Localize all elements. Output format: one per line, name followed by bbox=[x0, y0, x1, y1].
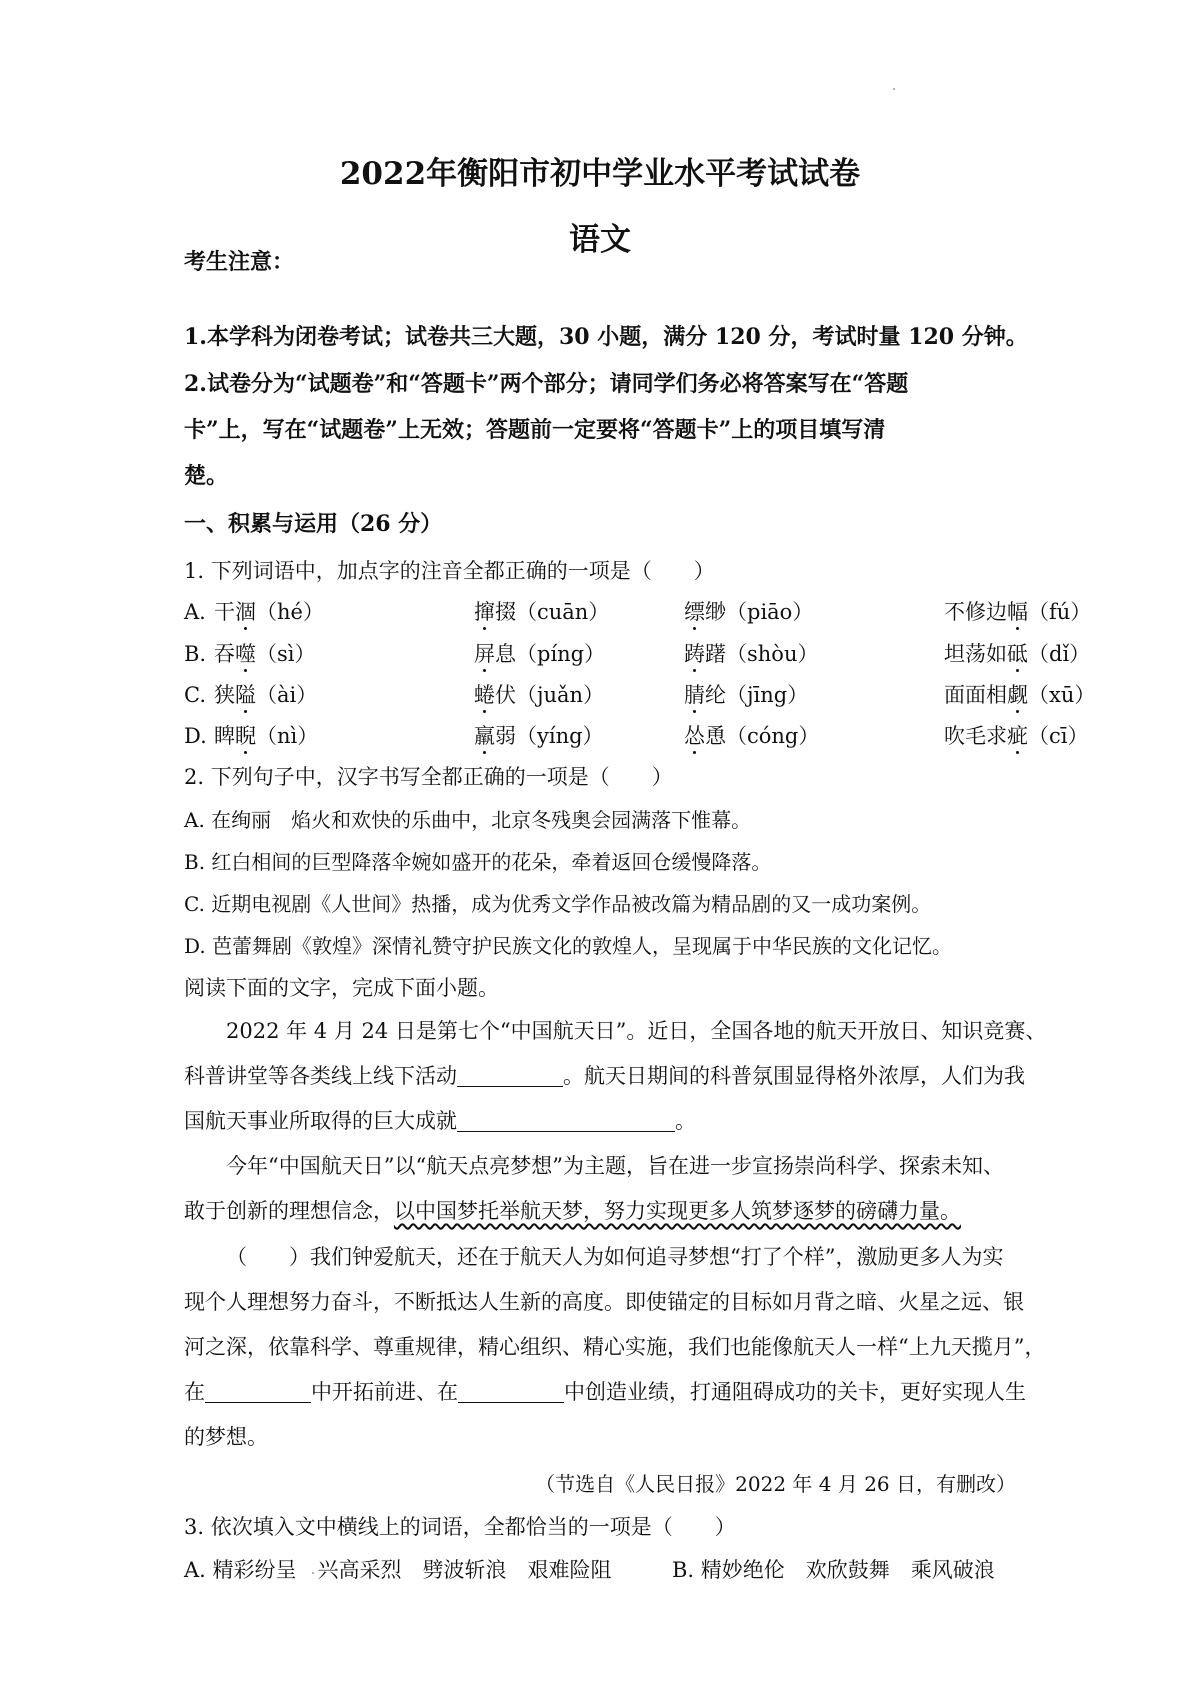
question-2-option-d: D. 芭蕾舞剧《敦煌》深情礼赞守护民族文化的敦煌人，呈现属于中华民族的文化记忆。 bbox=[184, 934, 953, 958]
dotted-character: 觑 bbox=[1007, 683, 1028, 707]
option-letter: D. bbox=[184, 724, 207, 748]
question-1-stem: 1. 下列词语中，加点字的注音全都正确的一项是（ ） bbox=[184, 559, 715, 583]
dotted-character: 缥 bbox=[684, 600, 705, 624]
answer-blank bbox=[457, 1064, 563, 1087]
word-text: 面面相 bbox=[944, 683, 1007, 707]
word-text: 睥 bbox=[214, 724, 235, 748]
passage-p1-line-3 bbox=[184, 1106, 696, 1136]
word-pinyin: 躇（shòu） bbox=[705, 642, 819, 666]
option-word bbox=[474, 680, 604, 710]
passage-p3-line-4 bbox=[184, 1377, 1026, 1407]
notice-item-2-line-3: 楚。 bbox=[184, 463, 229, 489]
notice-item-1: 1.本学科为闭卷考试；试卷共三大题，30 小题，满分 120 分，考试时量 120 分钟。 bbox=[184, 324, 1028, 350]
question-2-option-a: A. 在绚丽 焰火和欢快的乐曲中，北京冬残奥会园满落下惟幕。 bbox=[184, 808, 752, 832]
word-text: 坦荡如 bbox=[944, 642, 1007, 666]
passage-text: 科普讲堂等各类线上线下活动 bbox=[184, 1064, 457, 1088]
option-letter: A. bbox=[184, 600, 206, 624]
question-2-option-b: B. 红白相间的巨型降落伞婉如盛开的花朵，牵着返回仓缓慢降落。 bbox=[184, 850, 772, 874]
option-word bbox=[214, 639, 316, 669]
option-word bbox=[474, 639, 605, 669]
option-word bbox=[214, 721, 318, 751]
passage-source: （节选自《人民日报》2022 年 4 月 26 日，有删改） bbox=[535, 1472, 1016, 1496]
option-word bbox=[944, 721, 1088, 751]
passage-p1-line-2 bbox=[184, 1061, 1025, 1091]
option-word bbox=[944, 639, 1090, 669]
word-text: 吹毛求 bbox=[944, 724, 1007, 748]
word-pinyin: 伏（juǎn） bbox=[495, 683, 605, 707]
word-text: 干 bbox=[214, 600, 235, 624]
dotted-character: 噬 bbox=[235, 642, 256, 666]
answer-blank bbox=[458, 1380, 564, 1403]
passage-p3-line-2: 现个人理想努力奋斗，不断抵达人生新的高度。即使锚定的目标如月背之暗、火星之远、银 bbox=[184, 1290, 1024, 1314]
option-word bbox=[684, 680, 808, 710]
dotted-character: 疵 bbox=[1007, 724, 1028, 748]
word-pinyin: （fú） bbox=[1028, 600, 1092, 624]
option-word bbox=[944, 597, 1091, 627]
wavy-underlined-sentence: 以中国梦托举航天梦，努力实现更多人筑梦逐梦的磅礴力量。 bbox=[394, 1199, 961, 1223]
dotted-character: 砥 bbox=[1007, 642, 1028, 666]
dotted-character: 怂 bbox=[684, 724, 705, 748]
dotted-character: 屏 bbox=[474, 642, 495, 666]
option-letter: C. bbox=[184, 683, 206, 707]
question-2-option-c: C. 近期电视剧《人世间》热播，成为优秀文学作品被改篇为精品剧的又一成功案例。 bbox=[184, 892, 932, 916]
option-word bbox=[474, 597, 609, 627]
answer-blank bbox=[457, 1109, 675, 1132]
word-pinyin: 掇（cuān） bbox=[495, 600, 610, 624]
question-3-stem: 3. 依次填入文中横线上的词语，全都恰当的一项是（ ） bbox=[184, 1515, 736, 1539]
option-word bbox=[214, 597, 324, 627]
dotted-character: 隘 bbox=[235, 683, 256, 707]
section-heading: 一、积累与运用（26 分） bbox=[184, 511, 443, 537]
word-text: 狭 bbox=[214, 683, 235, 707]
exam-title: 2022年衡阳市初中学业水平考试试卷 bbox=[339, 156, 861, 192]
word-pinyin: 缈（piāo） bbox=[705, 600, 814, 624]
passage-text: 中创造业绩，打通阻碍成功的关卡，更好实现人生 bbox=[564, 1380, 1026, 1404]
passage-text: 在 bbox=[184, 1380, 205, 1404]
word-pinyin: 纶（jīng） bbox=[705, 683, 809, 707]
word-pinyin: 息（píng） bbox=[495, 642, 606, 666]
word-text: 不修边 bbox=[944, 600, 1007, 624]
question-2-stem: 2. 下列句子中，汉字书写全都正确的一项是（ ） bbox=[184, 765, 673, 789]
word-text: 吞 bbox=[214, 642, 235, 666]
notice-item-2-line-2: 卡”上，写在“试题卷”上无效；答题前一定要将“答题卡”上的项目填写清 bbox=[184, 417, 886, 443]
passage-text: 。 bbox=[675, 1109, 696, 1133]
option-word bbox=[684, 639, 818, 669]
dotted-character: 撺 bbox=[474, 600, 495, 624]
passage-text: 中开拓前进、在 bbox=[311, 1380, 458, 1404]
scan-speck bbox=[893, 88, 895, 90]
reading-intro: 阅读下面的文字，完成下面小题。 bbox=[184, 976, 499, 1000]
word-pinyin: 恿（cóng） bbox=[705, 724, 820, 748]
option-word bbox=[684, 597, 813, 627]
option-word bbox=[684, 721, 819, 751]
notice-heading: 考生注意： bbox=[184, 249, 295, 275]
word-pinyin: （nì） bbox=[256, 724, 319, 748]
passage-p3-line-1: （ ）我们钟爱航天，还在于航天人为如何追寻梦想“打了个样”，激励更多人为实 bbox=[226, 1245, 1004, 1269]
dotted-character: 羸 bbox=[474, 724, 495, 748]
word-pinyin: （cī） bbox=[1028, 724, 1089, 748]
question-3-option-a: A. 精彩纷呈 兴高采烈 劈波斩浪 艰难险阻 bbox=[184, 1558, 612, 1582]
dotted-character: 涸 bbox=[235, 600, 256, 624]
dotted-character: 踌 bbox=[684, 642, 705, 666]
dotted-character: 幅 bbox=[1007, 600, 1028, 624]
passage-p2-line-2 bbox=[184, 1196, 961, 1226]
dotted-character: 腈 bbox=[684, 683, 705, 707]
passage-text: 。航天日期间的科普氛围显得格外浓厚，人们为我 bbox=[563, 1064, 1025, 1088]
answer-blank bbox=[205, 1380, 311, 1403]
passage-p3-line-5: 的梦想。 bbox=[184, 1425, 268, 1449]
passage-p2-line-1: 今年“中国航天日”以“航天点亮梦想”为主题，旨在进一步宣扬崇尚科学、探索未知、 bbox=[226, 1154, 1004, 1178]
option-word bbox=[474, 721, 604, 751]
word-pinyin: （xū） bbox=[1028, 683, 1096, 707]
passage-p3-line-3: 河之深，依靠科学、尊重规律，精心组织、精心实施，我们也能像航天人一样“上九天揽月”， bbox=[184, 1335, 1046, 1359]
subject-title: 语文 bbox=[569, 222, 631, 258]
passage-text: 敢于创新的理想信念， bbox=[184, 1199, 394, 1223]
dotted-character: 蜷 bbox=[474, 683, 495, 707]
word-pinyin: （sì） bbox=[256, 642, 316, 666]
passage-text: 国航天事业所取得的巨大成就 bbox=[184, 1109, 457, 1133]
option-word bbox=[944, 680, 1095, 710]
word-pinyin: （ài） bbox=[256, 683, 318, 707]
word-pinyin: （dǐ） bbox=[1028, 642, 1091, 666]
option-word bbox=[214, 680, 317, 710]
dotted-character: 睨 bbox=[235, 724, 256, 748]
word-pinyin: 弱（yíng） bbox=[495, 724, 604, 748]
passage-p1-line-1: 2022 年 4 月 24 日是第七个“中国航天日”。近日，全国各地的航天开放日、知识竞赛、 bbox=[226, 1019, 1047, 1043]
notice-item-2-line-1: 2.试卷分为“试题卷”和“答题卡”两个部分；请同学们务必将答案写在“答题 bbox=[184, 371, 909, 397]
word-pinyin: （hé） bbox=[256, 600, 324, 624]
question-3-option-b: B. 精妙绝伦 欢欣鼓舞 乘风破浪 bbox=[672, 1558, 995, 1582]
option-letter: B. bbox=[184, 642, 207, 666]
